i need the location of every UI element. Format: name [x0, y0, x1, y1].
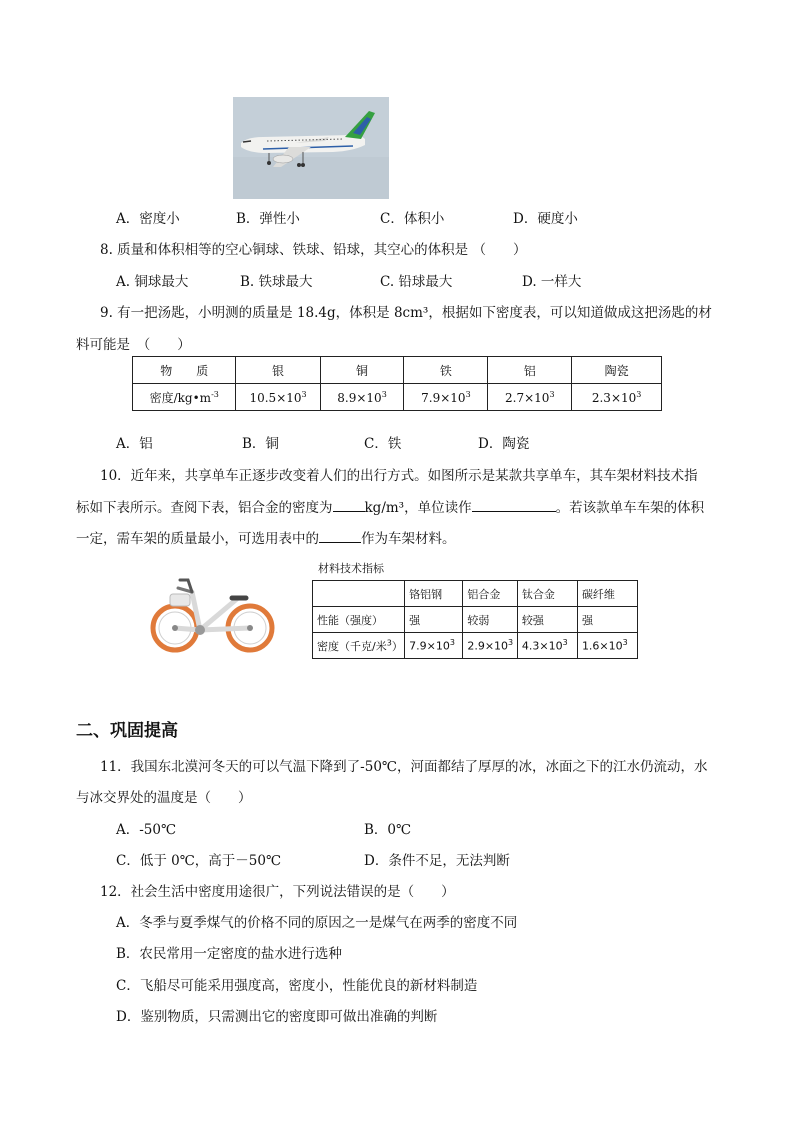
- q9-density-table: [132, 356, 662, 411]
- density-value: 2.3×10: [591, 390, 637, 405]
- row-label: 密度（千克/米: [317, 639, 387, 653]
- exponent: 3: [301, 389, 307, 399]
- table-cell: [517, 633, 577, 659]
- q10-line2-part2: kg/m³，单位读作: [364, 500, 472, 516]
- q9-option-b: B．铜: [242, 436, 279, 452]
- q10-line1: 10．近年来，共享单车正逐步改变着人们的出行方式。如图所示是某款共享单车，其车架材料技术指: [100, 468, 698, 484]
- answer-blank[interactable]: [472, 497, 556, 512]
- q11-option-c: C．低于 0℃，高于－50℃: [116, 853, 282, 869]
- exponent: 3: [386, 637, 392, 647]
- exponent: -3: [211, 389, 219, 399]
- table-cell: [572, 384, 662, 411]
- q12-option-d: D．鉴别物质，只需测出它的密度即可做出准确的判断: [116, 1009, 438, 1025]
- q9-stem-line1: 9. 有一把汤匙，小明测的质量是 18.4g，体积是 8cm³，根据如下密度表，可以知道做成这把汤匙的材: [100, 305, 712, 321]
- q9-option-c: C．铁: [364, 436, 402, 452]
- q7-option-d: D．硬度小: [513, 211, 578, 227]
- table-cell: 强: [577, 607, 637, 633]
- table-header-cell: 铜: [320, 357, 404, 384]
- table-row: [133, 384, 662, 411]
- table-cell: [313, 633, 405, 659]
- material-table: [312, 580, 638, 659]
- table-cell: [320, 384, 404, 411]
- airplane-photo: [233, 97, 389, 199]
- q10-line2-part1: 标如下表所示。查阅下表，铝合金的密度为: [76, 500, 333, 516]
- table-cell: [577, 633, 637, 659]
- exponent: 3: [549, 389, 555, 399]
- q10-line2: [76, 496, 704, 516]
- q10-line2-part3: 。若该款单车车架的体积: [555, 500, 705, 516]
- q12-option-b: B．农民常用一定密度的盐水进行选种: [116, 946, 342, 962]
- material-table-title: 材料技术指标: [318, 562, 384, 575]
- q8-option-b: B. 铁球最大: [240, 274, 313, 290]
- table-cell: 较强: [517, 607, 577, 633]
- section-heading: 二、巩固提高: [76, 721, 178, 741]
- table-header-cell: 物 质: [133, 357, 236, 384]
- exponent: 3: [622, 638, 628, 648]
- q8-stem: 8. 质量和体积相等的空心铜球、铁球、铅球，其空心的体积是 （ ）: [100, 242, 527, 258]
- q12-stem: 12．社会生活中密度用途很广，下列说法错误的是（ ）: [100, 884, 455, 900]
- q10-line3-part1: 一定，需车架的质量最小，可选用表中的: [76, 531, 319, 547]
- table-row: [313, 581, 638, 607]
- row-label: 密度/kg•m: [149, 390, 212, 405]
- table-row: [313, 607, 638, 633]
- row-label-end: ）: [391, 639, 403, 653]
- q10-line3: [76, 527, 456, 547]
- q11-option-d: D．条件不足，无法判断: [364, 853, 510, 869]
- table-header-cell: 铁: [404, 357, 488, 384]
- q11-line1: 11．我国东北漠河冬天的可以气温下降到了-50℃，河面都结了厚厚的冰，冰面之下的江水仍流动，水: [100, 759, 708, 775]
- density-value: 4.3×10: [521, 639, 563, 653]
- q9-option-d: D．陶瓷: [478, 436, 530, 452]
- table-header-cell: 铬铝钢: [405, 581, 463, 607]
- exponent: 3: [562, 638, 568, 648]
- table-header-cell: 铝: [488, 357, 572, 384]
- q8-option-a: A. 铜球最大: [116, 274, 189, 290]
- answer-blank[interactable]: [319, 528, 361, 543]
- density-value: 8.9×10: [337, 390, 382, 405]
- table-row: [133, 357, 662, 384]
- density-value: 2.7×10: [505, 390, 550, 405]
- q8-option-d: D. 一样大: [522, 274, 582, 290]
- density-value: 7.9×10: [409, 639, 450, 653]
- q7-option-a: A．密度小: [116, 211, 180, 227]
- q7-option-c: C．体积小: [380, 211, 445, 227]
- table-cell: 强: [405, 607, 463, 633]
- table-cell: [133, 384, 236, 411]
- q9-stem-line2: 料可能是 （ ）: [76, 337, 191, 353]
- table-cell: 性能（强度）: [313, 607, 405, 633]
- table-row: [313, 633, 638, 659]
- table-cell: [405, 633, 463, 659]
- q12-option-c: C．飞船尽可能采用强度高，密度小，性能优良的新材料制造: [116, 978, 478, 994]
- table-cell: [404, 384, 488, 411]
- answer-blank[interactable]: [333, 497, 365, 512]
- table-header-cell: 钛合金: [517, 581, 577, 607]
- table-cell: [463, 633, 518, 659]
- table-header-cell: 陶瓷: [572, 357, 662, 384]
- exponent: 3: [465, 389, 471, 399]
- table-header-cell: [313, 581, 405, 607]
- q8-option-c: C. 铅球最大: [380, 274, 453, 290]
- exponent: 3: [508, 638, 514, 648]
- table-header-cell: 银: [236, 357, 320, 384]
- q11-option-a: A．-50℃: [116, 822, 177, 838]
- exponent: 3: [636, 389, 642, 399]
- q10-line3-part2: 作为车架材料。: [361, 531, 456, 547]
- table-header-cell: 碳纤维: [577, 581, 637, 607]
- bicycle-image: [150, 570, 276, 656]
- density-value: 7.9×10: [421, 390, 466, 405]
- q7-option-b: B．弹性小: [236, 211, 300, 227]
- density-value: 2.9×10: [467, 639, 509, 653]
- density-value: 10.5×10: [249, 390, 302, 405]
- table-cell: 较弱: [463, 607, 518, 633]
- q9-option-a: A．铝: [116, 436, 153, 452]
- table-cell: [488, 384, 572, 411]
- density-value: 1.6×10: [581, 639, 623, 653]
- table-header-cell: 铝合金: [463, 581, 518, 607]
- q12-option-a: A．冬季与夏季煤气的价格不同的原因之一是煤气在两季的密度不同: [116, 915, 518, 931]
- q11-line2: 与冰交界处的温度是（ ）: [76, 790, 252, 806]
- q11-option-b: B．0℃: [364, 822, 412, 838]
- exponent: 3: [449, 638, 455, 648]
- table-cell: [236, 384, 320, 411]
- exponent: 3: [381, 389, 387, 399]
